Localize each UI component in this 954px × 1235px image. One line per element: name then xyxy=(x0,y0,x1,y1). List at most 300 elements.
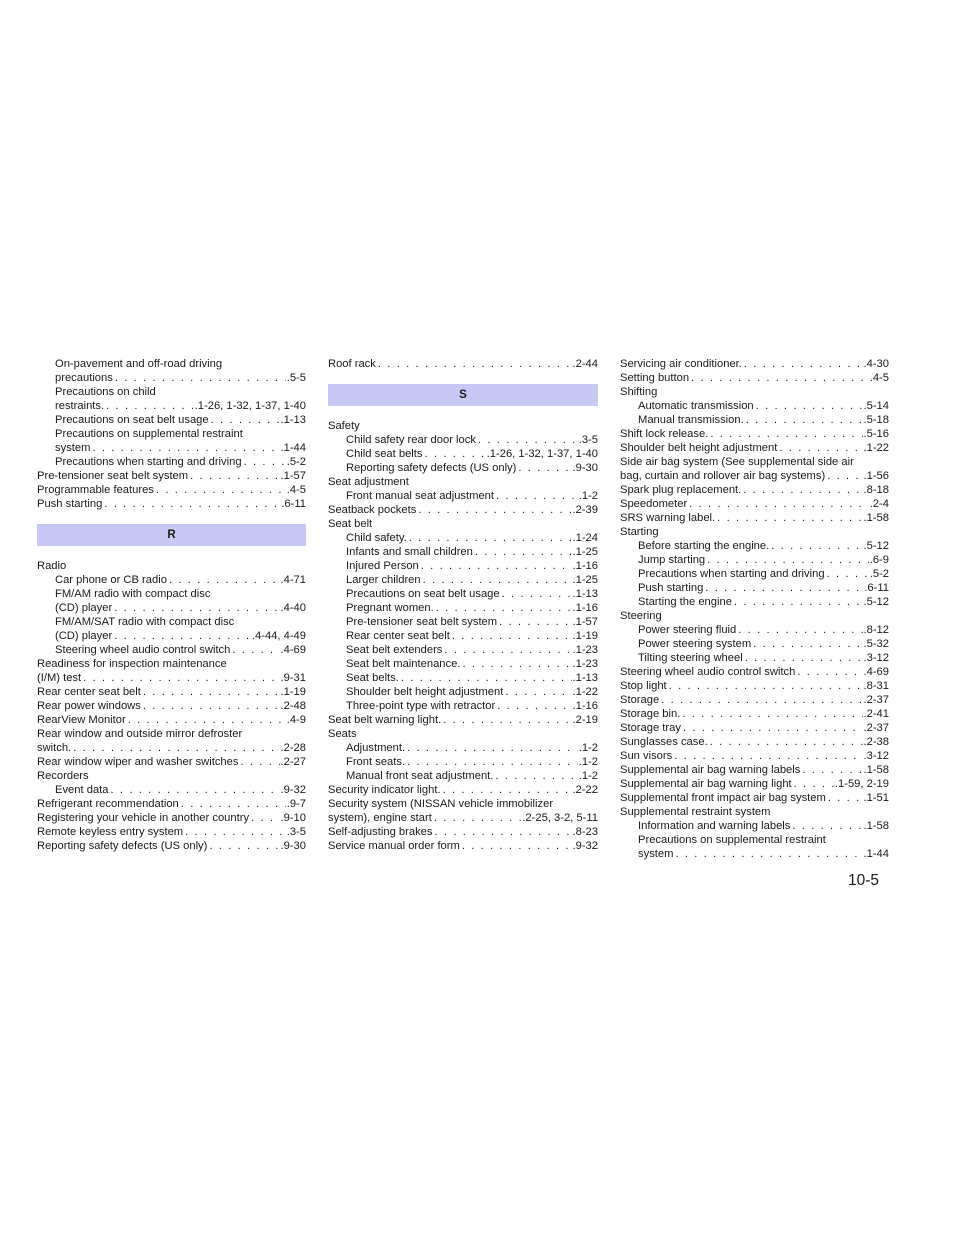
page-reference: .2-48 xyxy=(280,700,306,712)
page-reference: .1-16 xyxy=(572,602,598,614)
index-entry xyxy=(620,847,889,861)
index-term: Automatic transmission xyxy=(638,400,754,412)
index-entry xyxy=(620,511,889,525)
page-reference: .5-18 xyxy=(863,414,889,426)
index-term: Three-point type with retractor xyxy=(346,700,496,712)
page-reference: .5-32 xyxy=(863,638,889,650)
dot-leader xyxy=(244,455,286,469)
dot-leader xyxy=(705,581,863,595)
index-entry xyxy=(37,797,306,811)
dot-leader xyxy=(475,545,572,559)
index-term: Side air bag system (See supplemental side air xyxy=(620,456,854,468)
page-reference: .6-11 xyxy=(281,498,306,510)
dot-leader xyxy=(669,679,863,693)
page-reference: .1-56 xyxy=(863,470,889,482)
page-reference: .1-13 xyxy=(572,588,598,600)
dot-leader xyxy=(425,447,486,461)
index-entry xyxy=(37,413,306,427)
index-entry xyxy=(328,489,598,503)
index-term: Refrigerant recommendation xyxy=(37,798,179,810)
index-entry xyxy=(37,559,306,573)
dot-leader xyxy=(756,399,863,413)
index-term: Power steering system xyxy=(638,638,752,650)
index-term: Injured Person xyxy=(346,560,419,572)
index-term: Supplemental restraint system xyxy=(620,806,771,818)
index-term: Recorders xyxy=(37,770,89,782)
index-entry xyxy=(620,539,889,553)
index-term: (CD) player xyxy=(55,630,113,642)
page-reference: .2-25, 3-2, 5-11 xyxy=(522,812,598,824)
dot-leader xyxy=(104,497,280,511)
index-entry xyxy=(37,371,306,385)
dot-leader xyxy=(797,665,862,679)
index-term: Seat belt extenders xyxy=(346,644,443,656)
page-reference: .8-18 xyxy=(863,484,889,496)
index-entry xyxy=(620,679,889,693)
dot-leader xyxy=(156,483,286,497)
index-entry xyxy=(328,531,598,545)
index-entry xyxy=(620,427,889,441)
dot-leader xyxy=(745,651,863,665)
dot-leader xyxy=(434,811,521,825)
index-term: Before starting the engine. xyxy=(638,540,770,552)
page-reference: .4-71 xyxy=(280,574,306,586)
dot-leader xyxy=(499,615,571,629)
dot-leader xyxy=(423,573,572,587)
index-term: Shift lock release. xyxy=(620,428,709,440)
index-entry xyxy=(37,825,306,839)
index-entry xyxy=(620,693,889,707)
index-term: Shoulder belt height adjustment xyxy=(346,686,504,698)
index-term: Security indicator light. xyxy=(328,784,441,796)
dot-leader xyxy=(495,769,577,783)
dot-leader xyxy=(190,469,279,483)
page-reference: .1-58 xyxy=(863,764,889,776)
page-reference: .1-25 xyxy=(572,546,598,558)
index-term: Manual front seat adjustment. xyxy=(346,770,494,782)
index-term: Manual transmission. xyxy=(638,414,744,426)
index-entry xyxy=(620,805,889,819)
index-term: Child seat belts xyxy=(346,448,423,460)
dot-leader xyxy=(378,357,572,371)
index-entry xyxy=(37,741,306,755)
dot-leader xyxy=(497,699,571,713)
dot-leader xyxy=(251,811,279,825)
index-column-1 xyxy=(37,357,306,853)
index-entry xyxy=(620,371,889,385)
dot-leader xyxy=(792,819,862,833)
index-term: FM/AM radio with compact disc xyxy=(55,588,211,600)
dot-leader xyxy=(682,707,862,721)
page-reference: .1-44 xyxy=(863,848,889,860)
index-entry xyxy=(620,357,889,371)
index-entry xyxy=(328,769,598,783)
page-reference: .1-2 xyxy=(578,490,598,502)
page-reference: .1-2 xyxy=(578,756,598,768)
dot-leader xyxy=(232,643,279,657)
page-reference: .2-28 xyxy=(280,742,306,754)
index-entry xyxy=(37,643,306,657)
dot-leader xyxy=(83,671,279,685)
index-term: Steering xyxy=(620,610,662,622)
index-entry xyxy=(620,385,889,399)
index-term: Roof rack xyxy=(328,358,376,370)
dot-leader xyxy=(443,713,571,727)
index-term: Rear center seat belt xyxy=(346,630,450,642)
dot-leader xyxy=(717,511,862,525)
dot-leader xyxy=(407,741,578,755)
index-entry xyxy=(620,707,889,721)
page-reference: .1-58 xyxy=(863,512,889,524)
page-reference: .9-30 xyxy=(280,840,306,852)
dot-leader xyxy=(128,713,286,727)
dot-leader xyxy=(478,433,578,447)
index-entry xyxy=(37,399,306,413)
page-reference: .9-32 xyxy=(280,784,306,796)
index-entry xyxy=(620,623,889,637)
page-reference: .2-4 xyxy=(869,498,889,510)
index-entry xyxy=(37,385,306,399)
dot-leader xyxy=(111,783,280,797)
index-term: Security system (NISSAN vehicle immobilizer xyxy=(328,798,554,810)
index-term: Seat belts. xyxy=(346,672,399,684)
dot-leader xyxy=(674,749,862,763)
index-term: Rear window wiper and washer switches xyxy=(37,756,239,768)
index-entry xyxy=(328,783,598,797)
dot-leader xyxy=(421,559,572,573)
index-term: Storage bin. xyxy=(620,708,681,720)
index-term: Sun visors xyxy=(620,750,673,762)
index-term: Sunglasses case. xyxy=(620,736,708,748)
index-group-s-continued xyxy=(620,357,889,861)
page-reference: .5-2 xyxy=(286,456,306,468)
page-reference: .4-69 xyxy=(863,666,889,678)
index-term: Shoulder belt height adjustment xyxy=(620,442,778,454)
index-entry xyxy=(620,483,889,497)
index-entry xyxy=(37,629,306,643)
index-entry xyxy=(37,811,306,825)
index-entry xyxy=(37,685,306,699)
index-group-s xyxy=(328,419,598,853)
dot-leader xyxy=(209,839,279,853)
index-term: Infants and small children xyxy=(346,546,473,558)
dot-leader xyxy=(169,573,280,587)
index-entry xyxy=(620,637,889,651)
index-entry xyxy=(328,727,598,741)
index-term: Starting xyxy=(620,526,659,538)
index-column-3 xyxy=(620,357,889,861)
dot-leader xyxy=(734,595,863,609)
index-term: Adjustment. xyxy=(346,742,406,754)
section-letter: S xyxy=(459,389,467,401)
index-term: Pre-tensioner seat belt system xyxy=(346,616,498,628)
index-term: Precautions on seat belt usage xyxy=(55,414,209,426)
index-term: (CD) player xyxy=(55,602,113,614)
page-reference: .2-39 xyxy=(572,504,598,516)
dot-leader xyxy=(409,531,572,545)
index-term: Spark plug replacement. xyxy=(620,484,742,496)
index-term: Precautions on seat belt usage xyxy=(346,588,500,600)
index-term: Front seats. xyxy=(346,756,406,768)
page-reference: .1-2 xyxy=(578,742,598,754)
index-entry xyxy=(37,671,306,685)
index-entry xyxy=(37,783,306,797)
page-reference: .5-12 xyxy=(863,596,889,608)
page-reference: .1-23 xyxy=(572,658,598,670)
index-term: Reporting safety defects (US only) xyxy=(346,462,517,474)
dot-leader xyxy=(689,497,869,511)
page-reference: .4-30 xyxy=(863,358,889,370)
page-reference: .9-32 xyxy=(572,840,598,852)
dot-leader xyxy=(771,539,862,553)
index-entry xyxy=(37,769,306,783)
index-entry xyxy=(328,357,598,371)
index-entry xyxy=(620,735,889,749)
dot-leader xyxy=(710,427,862,441)
index-term: system xyxy=(55,442,91,454)
index-term: Front manual seat adjustment xyxy=(346,490,494,502)
index-term: Larger children xyxy=(346,574,421,586)
dot-leader xyxy=(505,685,571,699)
index-term: Starting the engine xyxy=(638,596,732,608)
index-term: Precautions when starting and driving xyxy=(638,568,825,580)
index-entry xyxy=(620,833,889,847)
dot-leader xyxy=(92,441,279,455)
section-letter: R xyxy=(167,529,176,541)
index-entry xyxy=(328,461,598,475)
index-term: restraints. xyxy=(55,400,105,412)
page-reference: .1-24 xyxy=(572,532,598,544)
page-reference: .6-9 xyxy=(869,554,889,566)
index-entry xyxy=(328,503,598,517)
dot-leader xyxy=(683,721,863,735)
page-reference: .1-26, 1-32, 1-37, 1-40 xyxy=(486,448,598,460)
section-header-s xyxy=(328,384,598,406)
index-group-r-continued xyxy=(328,357,598,371)
index-entry xyxy=(37,727,306,741)
page-reference: .2-37 xyxy=(863,694,889,706)
dot-leader xyxy=(434,825,571,839)
dot-leader xyxy=(114,601,279,615)
page-reference: .1-22 xyxy=(572,686,598,698)
page-reference: .1-19 xyxy=(572,630,598,642)
index-entry xyxy=(37,601,306,615)
index-entry xyxy=(37,469,306,483)
index-term: Storage tray xyxy=(620,722,681,734)
index-term: Child safety. xyxy=(346,532,407,544)
index-term: Car phone or CB radio xyxy=(55,574,167,586)
index-entry xyxy=(328,685,598,699)
dot-leader xyxy=(691,371,869,385)
page-reference: .1-58 xyxy=(863,820,889,832)
page-reference: .1-23 xyxy=(572,644,598,656)
index-entry xyxy=(37,699,306,713)
index-entry xyxy=(37,497,306,511)
index-entry xyxy=(37,657,306,671)
page-reference: .1-16 xyxy=(572,560,598,572)
page-reference: .4-5 xyxy=(869,372,889,384)
page-reference: .2-19 xyxy=(572,714,598,726)
index-entry xyxy=(620,749,889,763)
index-term: (I/M) test xyxy=(37,672,82,684)
dot-leader xyxy=(828,791,863,805)
index-term: Power steering fluid xyxy=(638,624,737,636)
index-term: Speedometer xyxy=(620,498,688,510)
index-term: FM/AM/SAT radio with compact disc xyxy=(55,616,235,628)
dot-leader xyxy=(143,699,280,713)
index-term: Shifting xyxy=(620,386,658,398)
index-term: system xyxy=(638,848,674,860)
index-entry xyxy=(620,721,889,735)
page-reference: .9-10 xyxy=(280,812,306,824)
index-entry xyxy=(620,581,889,595)
index-entry xyxy=(620,567,889,581)
dot-leader xyxy=(496,489,578,503)
page-reference: .3-12 xyxy=(863,750,889,762)
page-reference: .5-12 xyxy=(863,540,889,552)
index-entry xyxy=(328,517,598,531)
index-term: Radio xyxy=(37,560,67,572)
page-reference: .2-27 xyxy=(280,756,306,768)
page-reference: .9-30 xyxy=(572,462,598,474)
page-reference: .1-57 xyxy=(572,616,598,628)
page-reference: .8-31 xyxy=(863,680,889,692)
index-term: Event data xyxy=(55,784,109,796)
index-entry xyxy=(328,699,598,713)
dot-leader xyxy=(436,601,572,615)
index-entry xyxy=(328,797,598,811)
index-term: Seat adjustment xyxy=(328,476,409,488)
dot-leader xyxy=(707,553,869,567)
page-reference: .1-59, 2-19 xyxy=(834,778,889,790)
page-reference: .2-41 xyxy=(863,708,889,720)
dot-leader xyxy=(452,629,572,643)
dot-leader xyxy=(802,763,862,777)
index-entry xyxy=(328,419,598,433)
index-entry xyxy=(328,433,598,447)
index-entry xyxy=(37,615,306,629)
page-reference: .2-44 xyxy=(572,358,598,370)
section-header-r xyxy=(37,524,306,546)
index-entry xyxy=(328,545,598,559)
page-reference: .8-23 xyxy=(572,826,598,838)
index-entry xyxy=(37,713,306,727)
index-term: Seat belt maintenance. xyxy=(346,658,461,670)
dot-leader xyxy=(181,797,286,811)
page-reference: .5-14 xyxy=(863,400,889,412)
page-reference: .6-11 xyxy=(864,582,889,594)
page-reference: .5-5 xyxy=(286,372,306,384)
dot-leader xyxy=(675,847,862,861)
page-reference: .1-25 xyxy=(572,574,598,586)
index-entry xyxy=(37,441,306,455)
page-reference: .4-40 xyxy=(280,602,306,614)
index-term: Seat belt xyxy=(328,518,373,530)
dot-leader xyxy=(143,685,280,699)
dot-leader xyxy=(518,461,571,475)
index-entry xyxy=(620,791,889,805)
page-reference: .1-26, 1-32, 1-37, 1-40 xyxy=(194,400,306,412)
page-reference: .3-5 xyxy=(578,434,598,446)
dot-leader xyxy=(211,413,280,427)
dot-leader xyxy=(185,825,286,839)
index-term: system), engine start xyxy=(328,812,432,824)
index-term: Programmable features xyxy=(37,484,154,496)
index-term: Seat belt warning light. xyxy=(328,714,442,726)
index-entry xyxy=(328,615,598,629)
index-entry xyxy=(620,455,889,469)
index-term: Reporting safety defects (US only) xyxy=(37,840,208,852)
index-term: Rear window and outside mirror defroster xyxy=(37,728,243,740)
index-entry xyxy=(328,657,598,671)
index-term: RearView Monitor xyxy=(37,714,126,726)
index-term: Safety xyxy=(328,420,360,432)
index-term: Jump starting xyxy=(638,554,706,566)
index-entry xyxy=(620,763,889,777)
index-term: Supplemental air bag warning labels xyxy=(620,764,801,776)
index-entry xyxy=(328,559,598,573)
page-reference: .4-44, 4-49 xyxy=(251,630,306,642)
index-group-r xyxy=(37,559,306,853)
dot-leader xyxy=(401,671,572,685)
index-entry xyxy=(620,609,889,623)
index-term: Self-adjusting brakes xyxy=(328,826,433,838)
page-number: 10-5 xyxy=(848,872,880,889)
page-reference: .4-5 xyxy=(286,484,306,496)
index-term: Pregnant women. xyxy=(346,602,434,614)
index-entry xyxy=(37,427,306,441)
index-column-2 xyxy=(328,357,598,853)
index-term: Servicing air conditioner. xyxy=(620,358,742,370)
index-entry xyxy=(328,447,598,461)
dot-leader xyxy=(743,483,862,497)
index-term: Service manual order form xyxy=(328,840,460,852)
index-entry xyxy=(328,601,598,615)
index-entry xyxy=(37,587,306,601)
dot-leader xyxy=(710,735,863,749)
page-reference: .2-22 xyxy=(572,784,598,796)
index-entry xyxy=(620,497,889,511)
index-entry xyxy=(328,811,598,825)
index-term: SRS warning label. xyxy=(620,512,716,524)
index-entry xyxy=(328,839,598,853)
page-reference: .1-13 xyxy=(572,672,598,684)
index-entry xyxy=(328,475,598,489)
index-entry xyxy=(328,741,598,755)
page-reference: .3-5 xyxy=(286,826,306,838)
index-entry xyxy=(620,595,889,609)
page-reference: .1-16 xyxy=(572,700,598,712)
dot-leader xyxy=(418,503,571,517)
dot-leader xyxy=(744,357,863,371)
page-reference: .5-16 xyxy=(863,428,889,440)
index-entry xyxy=(37,573,306,587)
index-entry xyxy=(328,825,598,839)
index-term: Seatback pockets xyxy=(328,504,417,516)
index-entry xyxy=(37,455,306,469)
page-reference: .1-22 xyxy=(863,442,889,454)
page-reference: .1-2 xyxy=(578,770,598,782)
index-term: switch. xyxy=(37,742,72,754)
page-reference: .1-19 xyxy=(280,686,306,698)
index-term: Readiness for inspection maintenance xyxy=(37,658,227,670)
dot-leader xyxy=(738,623,862,637)
index-entry xyxy=(328,629,598,643)
index-term: Tilting steering wheel xyxy=(638,652,743,664)
index-term: bag, curtain and rollover air bag systems) xyxy=(620,470,826,482)
index-term: Steering wheel audio control switch xyxy=(55,644,231,656)
index-entry xyxy=(328,671,598,685)
